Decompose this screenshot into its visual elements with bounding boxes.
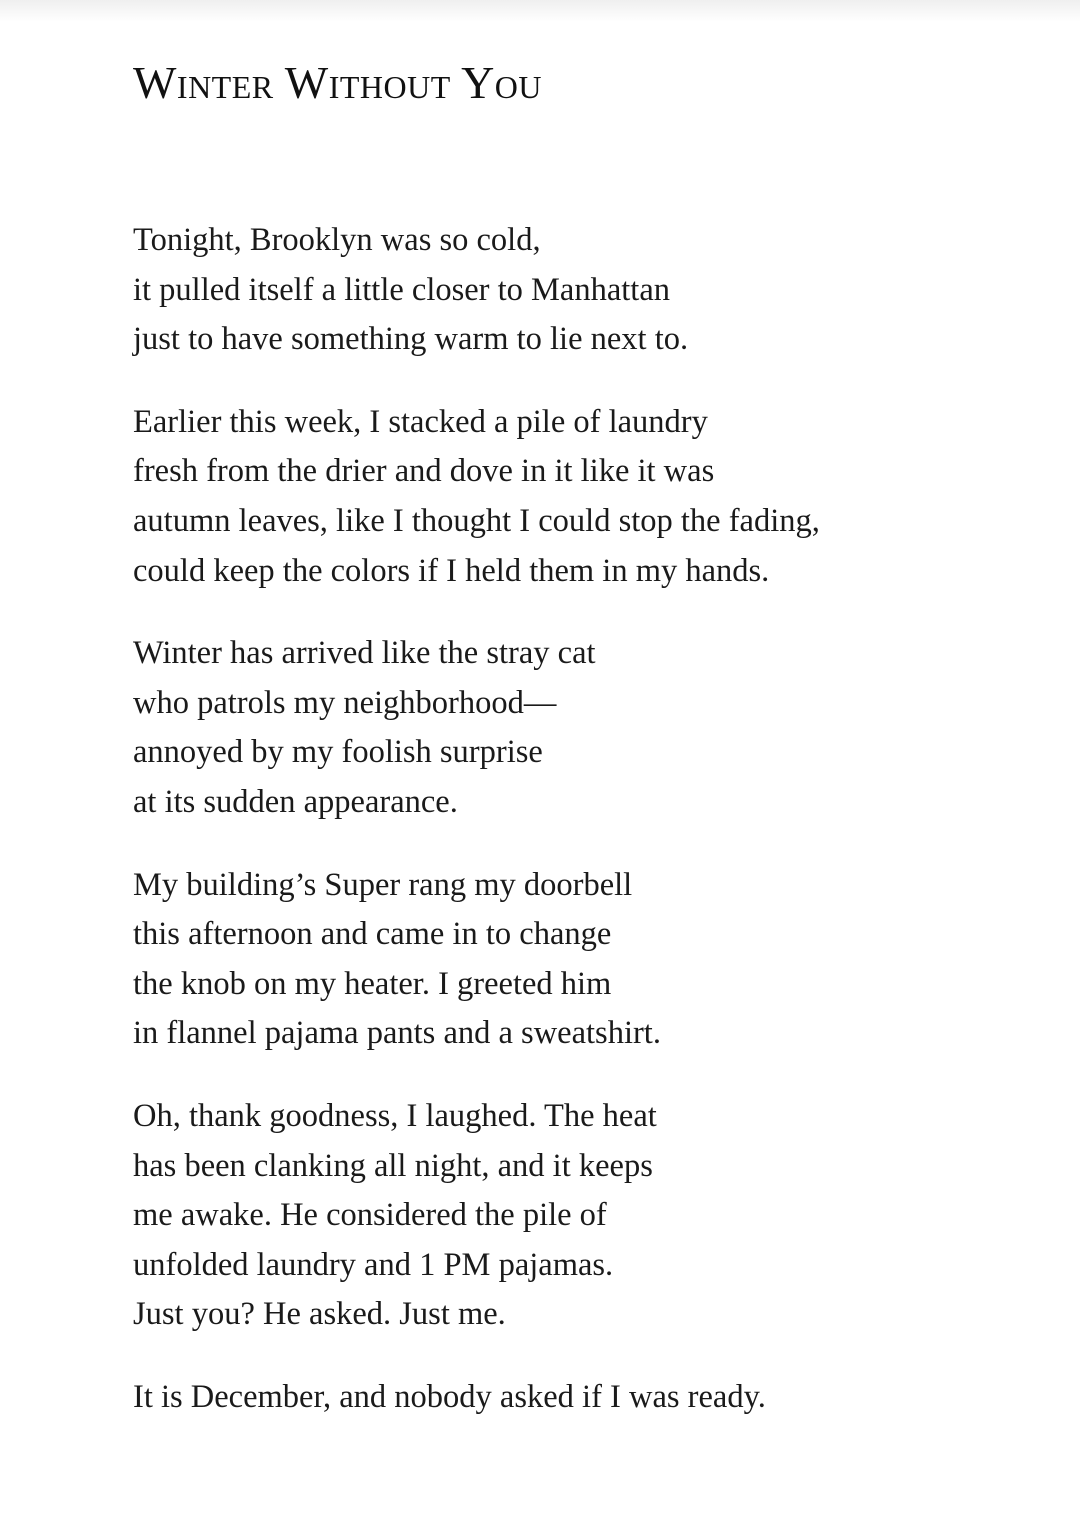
poem-line: My building’s Super rang my doorbell — [133, 866, 633, 903]
poem-line: in flannel pajama pants and a sweatshirt. — [133, 1015, 661, 1052]
poem-line: autumn leaves, like I thought I could stop the fading, — [133, 502, 820, 539]
stanza-1 — [133, 216, 820, 365]
poem-line: me awake. He considered the pile of — [133, 1197, 607, 1234]
poem-title: Winter Without You — [133, 57, 543, 108]
poem-line: Winter has arrived like the stray cat — [133, 635, 596, 672]
poem-line: has been clanking all night, and it keeps — [133, 1147, 653, 1184]
poem-line: just to have something warm to lie next to. — [133, 321, 689, 358]
poem-line: Earlier this week, I stacked a pile of laundry — [133, 403, 708, 440]
poem-line: at its sudden appearance. — [133, 783, 458, 820]
poem-line: annoyed by my foolish surprise — [133, 734, 543, 771]
poem-line: could keep the colors if I held them in my hands. — [133, 552, 770, 589]
stanza-2 — [133, 398, 820, 596]
poem-line: it pulled itself a little closer to Manhattan — [133, 271, 671, 308]
stanza-3 — [133, 629, 820, 827]
poem-line: Tonight, Brooklyn was so cold, — [133, 222, 541, 258]
poem-line: Oh, thank goodness, I laughed. The heat — [133, 1097, 657, 1134]
poem-line: Just you? He asked. Just me. — [133, 1296, 506, 1333]
page-top-shadow — [0, 0, 1080, 22]
poem-line: this afternoon and came in to change — [133, 916, 612, 953]
poem-line: fresh from the drier and dove in it like it was — [133, 453, 715, 490]
stanza-6 — [133, 1373, 820, 1423]
poem-line: unfolded laundry and 1 PM pajamas. — [133, 1246, 614, 1283]
poem-body — [133, 216, 820, 1455]
poem-line: It is December, and nobody asked if I was ready. — [133, 1378, 766, 1415]
poem-line: the knob on my heater. I greeted him — [133, 965, 612, 1002]
stanza-5 — [133, 1092, 820, 1340]
stanza-4 — [133, 861, 820, 1059]
poem-line: who patrols my neighborhood— — [133, 684, 557, 721]
